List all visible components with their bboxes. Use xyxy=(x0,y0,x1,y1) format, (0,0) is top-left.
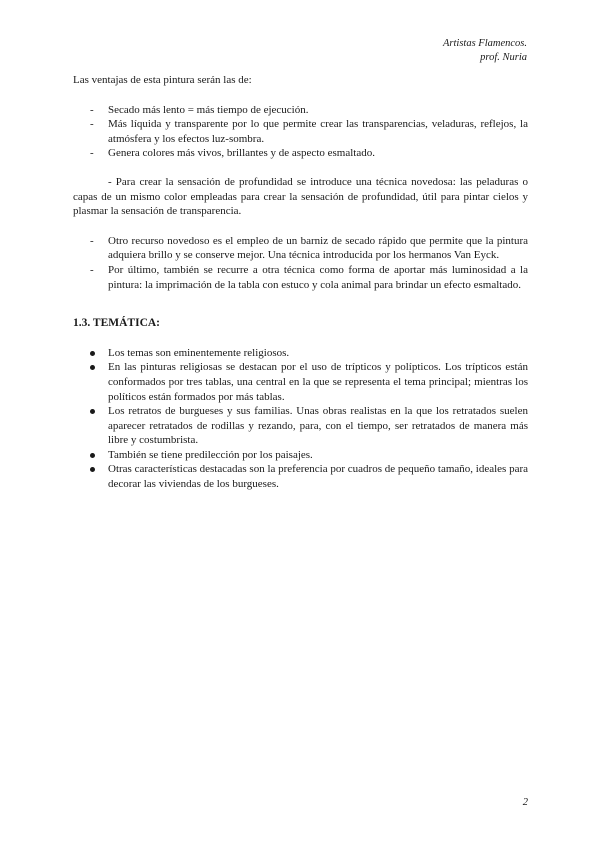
section-heading: 1.3. TEMÁTICA: xyxy=(73,317,161,330)
list-item: - Otro recurso novedoso es el empleo de un barniz de secado rápido que permite que la pintura adquiera brillo y se conserve mejor. Una técnica introducida por los hermanos Van Eyck. xyxy=(73,234,528,263)
list-item: Los temas son eminentemente religiosos. xyxy=(73,346,528,361)
list-item: - Más líquida y transparente por lo que permite crear las transparencias, veladuras, reflejos, la atmósfera y los efectos luz-sombra. xyxy=(73,117,528,146)
resources-list xyxy=(73,234,528,292)
page-number: 2 xyxy=(522,797,528,808)
header-title: Artistas Flamencos. xyxy=(443,38,527,49)
list-item: También se tiene predilección por los paisajes. xyxy=(73,448,528,463)
advantages-list xyxy=(73,103,528,161)
list-item: En las pinturas religiosas se destacan por el uso de trípticos y polípticos. Los trípticos están conformados por tres tablas, una central en la que se representa el tema principal; mientras los políticos están formados por más tablas. xyxy=(73,360,528,404)
depth-paragraph: - Para crear la sensación de profundidad se introduce una técnica novedosa: las peladuras o capas de un mismo color empleadas para crear la sensación de profundidad, útil para pintar cielos y plasmar la sensación de transparencia. xyxy=(73,175,528,218)
page-header xyxy=(443,37,527,65)
themes-list xyxy=(73,346,528,492)
list-item: Los retratos de burgueses y sus familias. Unas obras realistas en la que los retratados suelen aparecer retratados de rodillas y rezando, para, con el tiempo, ser retratados de manera más libre y costumbrista. xyxy=(73,404,528,448)
list-item: - Secado más lento = más tiempo de ejecución. xyxy=(73,103,528,118)
document-body xyxy=(73,73,528,492)
intro-paragraph: Las ventajas de esta pintura serán las de: xyxy=(73,74,252,86)
list-item: - Genera colores más vivos, brillantes y de aspecto esmaltado. xyxy=(73,146,528,161)
list-item: - Por último, también se recurre a otra técnica como forma de aportar más luminosidad a la pintura: la imprimación de la tabla con estuco y cola animal para brindar un efecto esmaltado. xyxy=(73,263,528,292)
header-author: prof. Nuria xyxy=(480,52,527,63)
list-item: Otras características destacadas son la preferencia por cuadros de pequeño tamaño, ideales para decorar las viviendas de los burgueses. xyxy=(73,462,528,491)
